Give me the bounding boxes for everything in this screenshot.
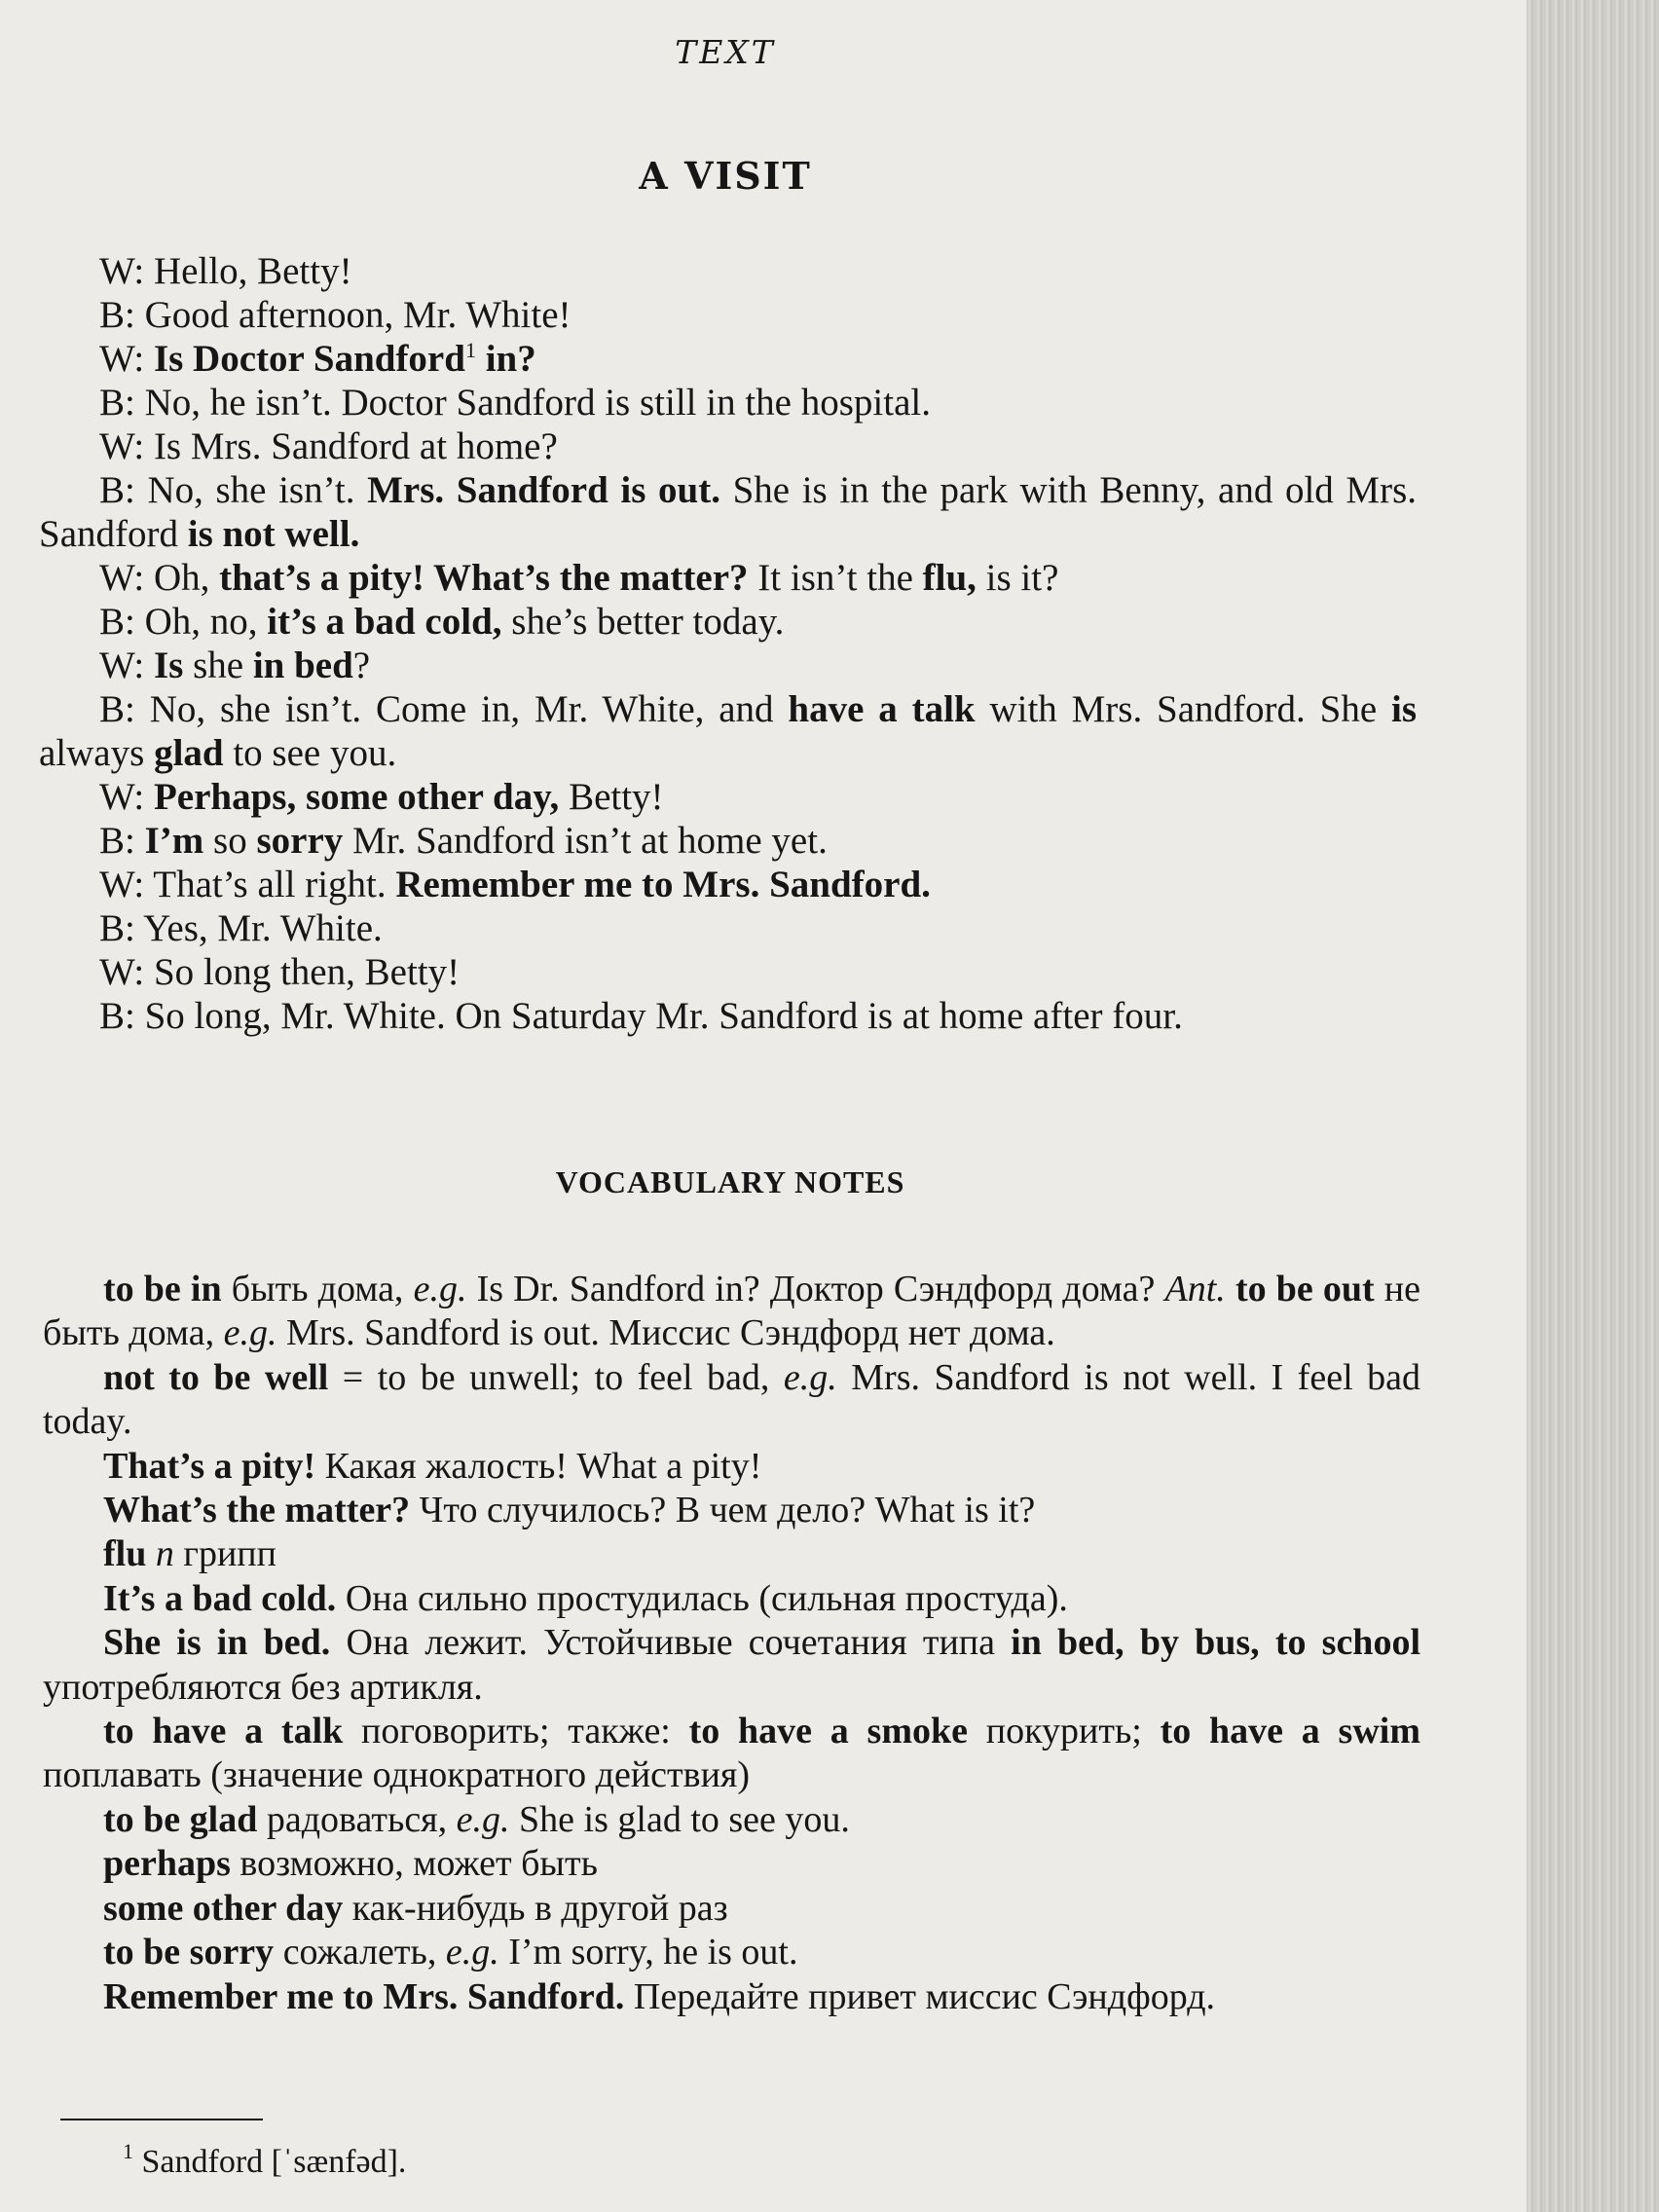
text-run: быть дома, bbox=[221, 1269, 414, 1309]
text-run: грипп bbox=[173, 1533, 276, 1575]
text-run: Она сильно простудилась (сильная простуда). bbox=[336, 1577, 1068, 1619]
vocab-entry bbox=[43, 1356, 1420, 1445]
text-run: Is Dr. Sandford in? Доктор Сэндфорд дома? bbox=[466, 1269, 1165, 1309]
vocab-entry bbox=[43, 1621, 1420, 1710]
text-run: B: Good afternoon, Mr. White! bbox=[99, 294, 571, 336]
text-run: Remember me to Mrs. Sandford. bbox=[395, 864, 931, 905]
vocab-entry bbox=[43, 1798, 1420, 1842]
text-run: n bbox=[155, 1533, 174, 1575]
text-run: with Mrs. Sandford. She bbox=[975, 688, 1391, 730]
text-run: that’s a pity! What’s the matter? bbox=[219, 557, 749, 599]
text-run: 1 bbox=[464, 338, 476, 362]
text-run: to be out bbox=[1235, 1269, 1375, 1309]
dialogue-line bbox=[39, 819, 1417, 863]
dialogue-line bbox=[39, 468, 1417, 556]
footnote-rule bbox=[60, 2119, 263, 2120]
footnote-mark: 1 bbox=[123, 2139, 133, 2163]
vocab-entry bbox=[43, 1710, 1420, 1798]
text-run: B: bbox=[99, 820, 145, 862]
page-title: A VISIT bbox=[639, 154, 812, 198]
text-run: B: Oh, no, bbox=[99, 601, 268, 643]
dialogue-line bbox=[39, 950, 1417, 994]
text-run: to see you. bbox=[223, 732, 397, 774]
dialogue-line bbox=[39, 600, 1417, 644]
text-run: is not well. bbox=[187, 513, 360, 555]
text-run: Betty! bbox=[559, 776, 664, 818]
text-run: I’m bbox=[144, 820, 204, 862]
text-run: to be sorry bbox=[103, 1932, 275, 1973]
text-run: Mr. Sandford isn’t at home yet. bbox=[343, 820, 828, 862]
text-run: She is in the park with Benny, and old Mrs. Sandford bbox=[39, 469, 1418, 555]
dialogue-line bbox=[39, 424, 1417, 468]
text-run: to have a swim bbox=[1160, 1711, 1420, 1752]
dialogue-line bbox=[39, 337, 1417, 381]
text-run: What’s the matter? bbox=[103, 1490, 411, 1531]
text-run: Какая жалость! What a pity! bbox=[315, 1445, 762, 1487]
text-run: поговорить; также: bbox=[343, 1711, 689, 1752]
text-run: She is glad to see you. bbox=[509, 1798, 850, 1840]
text-run bbox=[146, 1533, 156, 1574]
text-run: радоваться, bbox=[257, 1798, 457, 1840]
vocab-entry bbox=[43, 1975, 1420, 2019]
text-run: she’s better today. bbox=[501, 601, 785, 643]
text-run: flu bbox=[103, 1533, 147, 1575]
dialogue-text bbox=[39, 249, 1417, 1038]
text-run: поплавать (значение однократного действия) bbox=[43, 1754, 751, 1796]
vocab-entry bbox=[43, 1842, 1420, 1886]
text-run: Mrs. Sandford is out. Миссис Сэндфорд нет дома. bbox=[276, 1312, 1055, 1354]
vocabulary-notes bbox=[43, 1268, 1420, 2019]
text-run: W: So long then, Betty! bbox=[99, 951, 461, 993]
vocab-entry bbox=[43, 1445, 1420, 1489]
text-run: как-нибудь в другой раз bbox=[343, 1887, 728, 1929]
text-run: she bbox=[183, 645, 253, 686]
text-run: e.g. bbox=[445, 1932, 499, 1973]
text-run: It’s a bad cold. bbox=[103, 1577, 337, 1619]
dialogue-line bbox=[39, 556, 1417, 600]
text-run: have a talk bbox=[788, 688, 976, 730]
text-run: not to be well bbox=[103, 1356, 329, 1398]
text-run: is bbox=[1390, 688, 1417, 730]
vocab-entry bbox=[43, 1268, 1420, 1356]
text-run: to have a smoke bbox=[688, 1711, 968, 1752]
text-run: perhaps bbox=[103, 1843, 231, 1885]
text-run: I’m sorry, he is out. bbox=[498, 1932, 798, 1973]
page-edge bbox=[1527, 0, 1659, 2212]
text-run: sorry bbox=[256, 820, 344, 862]
text-run: Is bbox=[153, 645, 184, 686]
dialogue-line bbox=[39, 994, 1417, 1038]
dialogue-line bbox=[39, 381, 1417, 424]
text-run: W: Oh, bbox=[99, 557, 220, 599]
text-run: W: bbox=[99, 645, 154, 686]
text-run: to be in bbox=[103, 1269, 222, 1309]
text-run: in? bbox=[475, 338, 536, 380]
text-run: B: Yes, Mr. White. bbox=[99, 907, 383, 949]
text-run: возможно, может быть bbox=[230, 1843, 598, 1885]
dialogue-line bbox=[39, 293, 1417, 337]
text-run: is it? bbox=[976, 557, 1059, 599]
text-run: Perhaps, some other day, bbox=[153, 776, 560, 818]
text-run: always bbox=[39, 732, 155, 774]
text-run: some other day bbox=[103, 1887, 344, 1929]
dialogue-line bbox=[39, 863, 1417, 906]
text-run: B: No, he isn’t. Doctor Sandford is still in the hospital. bbox=[99, 382, 931, 424]
text-run: B: No, she isn’t. Come in, Mr. White, and bbox=[99, 688, 789, 730]
text-run: W: bbox=[99, 338, 154, 380]
text-run: Она лежит. Устойчивые сочетания типа bbox=[330, 1622, 1012, 1664]
text-run: e.g. bbox=[223, 1312, 277, 1354]
text-run: B: No, she isn’t. bbox=[99, 469, 368, 511]
dialogue-line bbox=[39, 687, 1417, 775]
dialogue-line bbox=[39, 249, 1417, 293]
text-run: W: Is Mrs. Sandford at home? bbox=[99, 425, 558, 467]
text-run: не быть дома, bbox=[43, 1269, 1420, 1354]
footnote bbox=[123, 2139, 407, 2181]
text-run: Is Doctor Sandford bbox=[153, 338, 465, 380]
text-run: it’s a bad cold, bbox=[267, 601, 502, 643]
text-run: e.g. bbox=[456, 1798, 510, 1840]
text-run: She is in bed. bbox=[103, 1622, 331, 1664]
text-run: in bed bbox=[252, 645, 353, 686]
text-run: покурить; bbox=[968, 1711, 1161, 1752]
text-run bbox=[1226, 1269, 1235, 1309]
text-run: = to be unwell; to feel bad, bbox=[328, 1356, 784, 1398]
text-run: W: Hello, Betty! bbox=[99, 250, 352, 292]
text-run: in bed, by bus, to school bbox=[1011, 1622, 1421, 1664]
text-run: flu, bbox=[922, 557, 977, 599]
vocab-entry bbox=[43, 1931, 1420, 1974]
vocabulary-heading: VOCABULARY NOTES bbox=[555, 1164, 905, 1199]
text-run: B: So long, Mr. White. On Saturday Mr. Sandford is at home after four. bbox=[99, 995, 1183, 1037]
text-run: e.g. bbox=[783, 1356, 837, 1398]
vocab-entry bbox=[43, 1887, 1420, 1931]
text-run: glad bbox=[154, 732, 224, 774]
running-head: TEXT bbox=[675, 33, 776, 71]
text-run: W: That’s all right. bbox=[99, 864, 396, 905]
vocab-entry bbox=[43, 1532, 1420, 1576]
text-run: Mrs. Sandford is out. bbox=[367, 469, 720, 511]
text-run: Передайте привет миссис Сэндфорд. bbox=[624, 1975, 1216, 2017]
text-run: W: bbox=[99, 776, 154, 818]
text-run: употребляются без артикля. bbox=[43, 1666, 483, 1708]
vocab-entry bbox=[43, 1489, 1420, 1532]
text-run: e.g. bbox=[413, 1269, 467, 1309]
dialogue-line bbox=[39, 775, 1417, 819]
text-run: Ant. bbox=[1164, 1269, 1226, 1309]
text-run: ? bbox=[352, 645, 371, 686]
text-run: to be glad bbox=[103, 1798, 258, 1840]
text-run: so bbox=[203, 820, 257, 862]
text-run: сожалеть, bbox=[274, 1932, 446, 1973]
text-run: That’s a pity! bbox=[103, 1445, 316, 1487]
text-run: Remember me to Mrs. Sandford. bbox=[103, 1975, 625, 2017]
footnote-text: Sandford [ˈsænfəd]. bbox=[141, 2144, 407, 2180]
dialogue-line bbox=[39, 644, 1417, 687]
text-run: to have a talk bbox=[103, 1711, 344, 1752]
text-run: It isn’t the bbox=[748, 557, 923, 599]
text-run: Mrs. Sandford is not well. I feel bad today. bbox=[43, 1356, 1420, 1443]
text-run: Что случилось? В чем дело? What is it? bbox=[410, 1490, 1036, 1531]
vocab-entry bbox=[43, 1577, 1420, 1621]
dialogue-line bbox=[39, 906, 1417, 950]
